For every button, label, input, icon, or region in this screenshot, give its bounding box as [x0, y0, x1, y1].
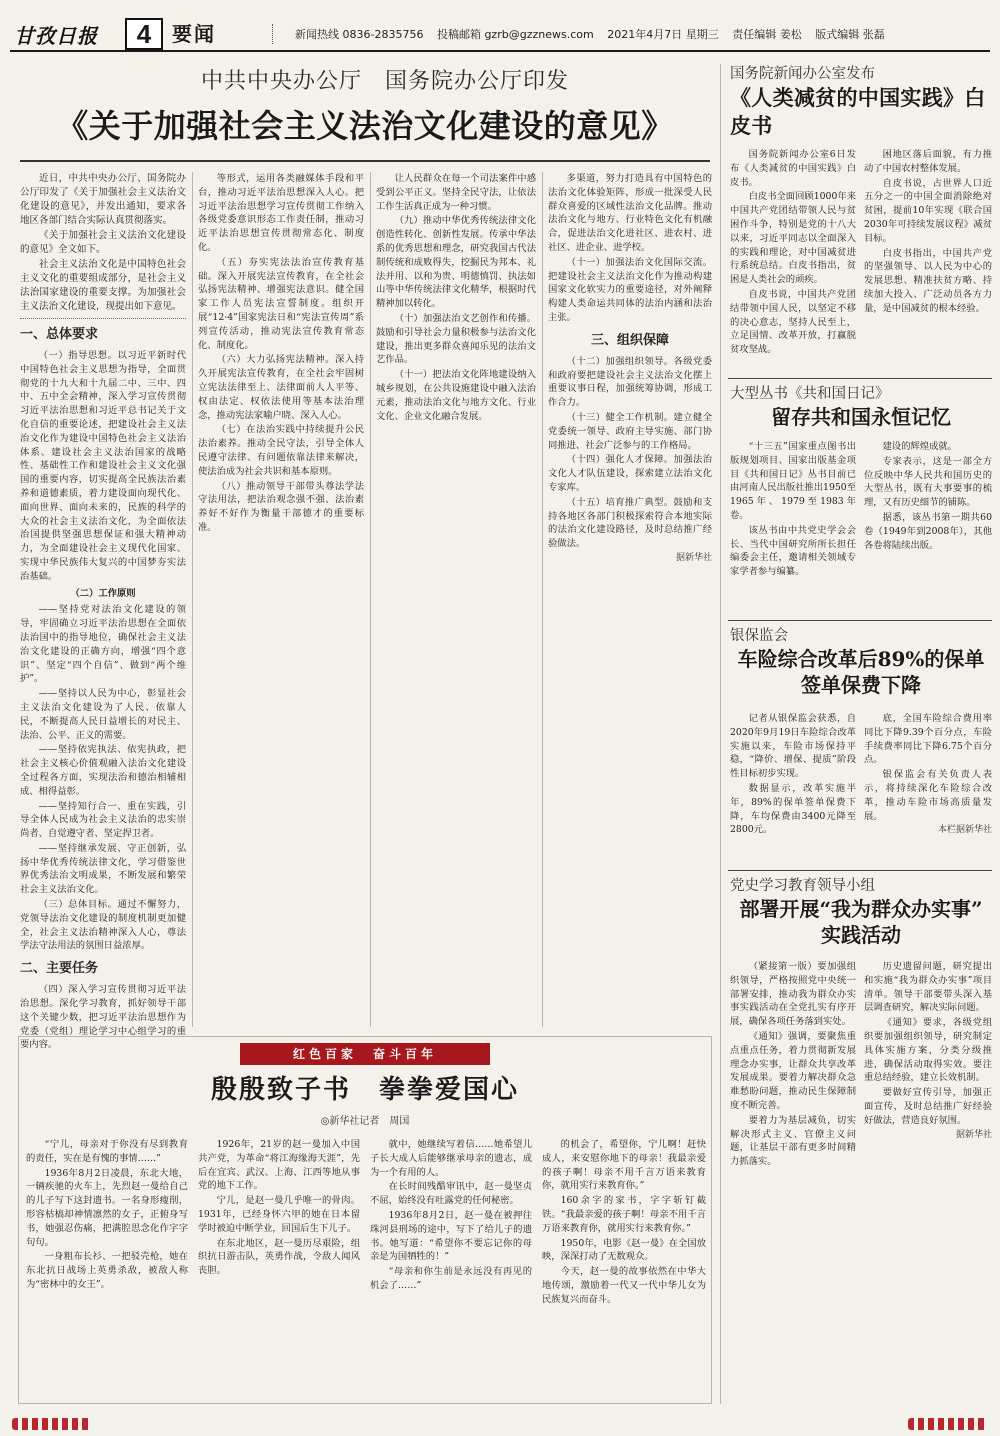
body-paragraph: 白皮书全面回顾1000年来中国共产党团结带领人民与贫困作斗争，特别是党的十八大以来，习近平同志以全面深入的实践和理论，对中国减贫进行系统总结。白皮书指出，贫困是人类社会的顽疾。 [730, 191, 856, 286]
column-divider [370, 172, 371, 1027]
body-paragraph: （三）总体目标。通过不懈努力，党领导法治文化建设的制度机制更加健全，社会主义法治精神深入人心，尊法学法守法用法的氛围日益浓厚。 [20, 899, 186, 952]
page-footer [0, 1412, 1000, 1436]
body-paragraph: “母亲和你生前是永远没有再见的机会了……” [370, 1266, 532, 1291]
responsible-editor: 责任编辑 姜松 [732, 28, 802, 41]
feature-column-3 [370, 1138, 532, 1400]
party-column-a [730, 960, 856, 1404]
body-paragraph: 国务院新闻办公室6日发布《人类减贫的中国实践》白皮书。 [730, 149, 856, 188]
book-column-b [864, 440, 992, 610]
body-paragraph: 1936年8月2日凌晨，东北大地，一辆疾驰的火车上，先烈赵一曼给自己的儿子写下这封遗书。一名身形瘦削，形容枯槁却神情凛然的女子，正俯身写书，她强忍伤痛，把满腔思念化作字字句句。 [26, 1167, 188, 1248]
body-paragraph: （九）推动中华优秀传统法律文化创造性转化、创新性发展。传承中华法系的优秀思想和理念，研究我国古代法制传统和成败得失，挖掘民为邦本、礼法并用、以和为贵、明德慎罚、执法如山等中华传统法律文化精华，根据时代精神加以转化。 [376, 215, 536, 310]
page-number: 4 [125, 18, 163, 50]
footer-ornament-left [12, 1418, 92, 1430]
whitepaper-story [730, 64, 992, 140]
body-paragraph: 一身粗布长衫、一把驳壳枪，她在东北抗日战场上英勇杀敌，被敌人称为“密林中的女王”。 [26, 1251, 188, 1290]
feature-title: 殷殷致子书 拳拳爱国心 [210, 1075, 519, 1105]
story-divider [728, 870, 992, 871]
body-paragraph: 要着力为基层减负，切实解决形式主义、官僚主义问题，让基层干部有更多时间精力抓落实。 [730, 1114, 856, 1168]
body-paragraph: 困地区落后面貌，有力推动了中国农村整体发展。 [864, 149, 992, 174]
masthead [10, 18, 990, 52]
feature-column-4 [542, 1138, 706, 1400]
body-paragraph: 在长时间残酷审讯中，赵一曼坚贞不屈，始终没有吐露党的任何秘密。 [370, 1181, 532, 1207]
intro-paragraph: 社会主义法治文化是中国特色社会主义文化的重要组成部分，是社会主义法治国家建设的重要支撑。为加强社会主义法治文化建设，现提出如下意见。 [20, 259, 186, 312]
whitepaper-column-a [730, 148, 856, 368]
story-headline-line2: 实践活动 [821, 923, 901, 947]
intro-paragraph: 《关于加强社会主义法治文化建设的意见》全文如下。 [20, 230, 186, 255]
body-paragraph: 宁儿，是赵一曼几乎唯一的骨肉。1931年，已经身怀六甲的她在日本留学时被迫中断学业，回国后生下儿子。 [198, 1195, 360, 1234]
body-paragraph: “十三五”国家重点图书出版规划项目、国家出版基金项目《共和国日记》丛书目前已由河南人民出版社推出1950至1965年、1979至1983年卷。 [730, 441, 856, 521]
story-source: 本栏据新华社 [937, 825, 992, 836]
book-column-a [730, 440, 856, 610]
story-kicker: 银保监会 [730, 628, 788, 644]
story-headline: 部署开展“我为群众办实事” [739, 897, 983, 921]
insurance-column-a [730, 712, 856, 862]
body-paragraph: （十三）健全工作机制。建立健全党委统一领导、政府主导实施、部门协同推进、社会广泛参与的工作格局。 [548, 411, 712, 451]
column-divider [192, 172, 193, 1027]
story-headline: 留存共和国永恒记忆 [771, 405, 951, 429]
main-headline: 《关于加强社会主义法治文化建设的意见》 [56, 107, 674, 145]
article-column-2 [198, 172, 364, 1027]
body-paragraph: （十二）加强组织领导。各级党委和政府要把建设社会主义法治文化摆上重要议事日程，加强统筹协调，形成工作合力。 [548, 355, 712, 409]
feature-column-1 [26, 1138, 188, 1400]
body-paragraph: （一）指导思想。以习近平新时代中国特色社会主义思想为指导，全面贯彻党的十九大和十九届二中、三中、四中、五中全会精神，深入学习宣传贯彻习近平法治思想和习近平总书记关于文化自信的重要论述，把建设社会主义法治文化作为建设中国特色社会主义法治体系、建设社会主义法治国家的战略性、基础性工作和建设社会主义文化强国的重要内容，切实提高全民族法治素养和道德素质，着力建设面向现代化、面向世界、面向未来的，民族的科学的大众的社会主义法治文化，为全面依法治国提供坚强思想保证和强大精神动力，为全面建设社会主义现代化国家、实现中华民族伟大复兴的中国梦夯实法治基础。 [20, 350, 186, 582]
body-paragraph: 要做好宣传引导，加强正面宣传，及时总结推广好经验好做法，营造良好氛围。 [864, 1087, 992, 1126]
section-heading: 二、主要任务 [20, 961, 99, 977]
layout-editor: 版式编辑 张磊 [815, 28, 885, 41]
body-paragraph: （七）在法治实践中持续提升公民法治素养。推动全民守法，引导全体人民遵守法律、有问题依靠法律来解决，使法治成为社会共识和基本原则。 [198, 424, 364, 477]
body-paragraph: 记者从银保监会获悉，自2020年9月19日车险综合改革实施以来，车险市场保持平稳，“降价、增保、提质”阶段性目标初步实现。 [730, 713, 856, 780]
body-paragraph: 多渠道，努力打造具有中国特色的法治文化体验矩阵，形成一批深受人民群众喜爱的区域性法治文化品牌。推动法治文化与地方、行业特色文化有机融合，促进法治文化进社区、进农村、进社区、进企业、进学校。 [548, 173, 712, 253]
body-paragraph: 《通知》强调，要聚焦重点重点任务，着力贯彻新发展理念办实事，让群众共享改革发展成果。要着力解决群众急难愁盼问题，推动民生保障制度不断完善。 [730, 1030, 856, 1111]
body-paragraph: 《通知》要求，各级党组织要加强组织领导，研究制定具体实施方案，分类分级推进，确保活动取得实效。要注重总结经验，建立长效机制。 [864, 1017, 992, 1084]
intro-paragraph: 近日，中共中央办公厅、国务院办公厅印发了《关于加强社会主义法治文化建设的意见》，并发出通知，要求各地区各部门结合实际认真贯彻落实。 [20, 173, 186, 226]
body-paragraph: （八）推动领导干部带头尊法学法守法用法，把法治观念强不强、法治素养好不好作为衡量干部德才的重要标准。 [198, 480, 364, 533]
headline-rule [20, 160, 710, 162]
story-headline: 《人类减贫的中国实践》白皮书 [730, 85, 986, 138]
story-divider [728, 620, 992, 621]
body-paragraph: （六）大力弘扬宪法精神。深入持久开展宪法宣传教育，在全社会牢固树立宪法法律至上、法律面前人人平等、权由法定、权依法使用等基本法治理念，推动宪法家喻户晓、深入人心。 [198, 354, 364, 421]
footer-ornament-right [908, 1418, 988, 1430]
body-paragraph: 等形式，运用各类融媒体手段和平台，推动习近平法治思想深入人心。把习近平法治思想学习宣传贯彻工作纳入各级党委意识形态工作责任制，推动习近平法治思想宣传贯彻常态化、制度化。 [198, 173, 364, 253]
body-paragraph: （四）深入学习宣传贯彻习近平法治思想。深化学习教育，抓好领导干部这个关键少数，把习近平法治思想作为党委（党组）理论学习中心组学习的重要内容。 [20, 984, 186, 1051]
body-paragraph: 银保监会有关负责人表示，将持续深化车险综合改革，推动车险市场高质量发展。 [864, 769, 992, 822]
body-paragraph: 专家表示，这是一部全方位反映中华人民共和国历史的大型丛书，既有大事要事的梳理，又有历史细节的铺陈。 [864, 455, 992, 509]
body-paragraph: 就中，她继续写着信……她希望儿子长大成人后能够继承母亲的遗志，成为一个有用的人。 [370, 1139, 532, 1178]
book-series-story [730, 384, 992, 430]
body-paragraph: “宁儿，母亲对于你没有尽到教育的责任，实在是有愧的事情……” [26, 1139, 188, 1164]
section-heading: 三、组织保障 [590, 332, 669, 348]
whitepaper-column-b [864, 148, 992, 368]
body-paragraph: （十一）加强法治文化国际交流。把建设社会主义法治文化作为推动构建国家文化软实力的重要途径，对外阐释构建人类命运共同体的法治内涵和法治主张。 [548, 256, 712, 323]
body-paragraph: 据悉，该丛书第一期共60卷（1949年到2008年），其他各卷将陆续出版。 [864, 511, 992, 551]
sub-heading: （二）工作原则 [70, 587, 136, 599]
body-paragraph: 历史遗留问题，研究提出和实施“我为群众办实事”项目清单。领导干部要带头深入基层调查研究，解决实际问题。 [864, 961, 992, 1014]
insurance-story [730, 626, 992, 698]
body-paragraph: ——坚持继承发展、守正创新，弘扬中华优秀传统法律文化，学习借鉴世界优秀法治文明成果，不断发展和繁荣社会主义法治文化。 [20, 842, 186, 896]
body-paragraph: （紧接第一版）要加强组织领导，严格按照党中央统一部署安排，推动我为群众办实事实践活动在全党扎实有序开展，确保各项任务落到实处。 [730, 961, 856, 1028]
right-rail-divider [720, 64, 721, 1404]
article-source: 据新华社 [675, 552, 712, 563]
body-paragraph: 160余字的家书，字字斩钉截铁。“我最亲爱的孩子啊！母亲不用千言万语来教育你，就用实行来教育你。” [542, 1195, 706, 1234]
insurance-column-b [864, 712, 992, 862]
main-kicker: 中共中央办公厅 国务院办公厅印发 [200, 69, 569, 94]
submission-email: 投稿邮箱 gzrb@gzznews.com [436, 28, 594, 41]
body-paragraph: 1950年，电影《赵一曼》在全国放映，深深打动了无数观众。 [542, 1237, 706, 1263]
article-intro [20, 172, 186, 314]
newspaper-logo: 甘孜日报 [14, 24, 98, 48]
section-heading: 一、总体要求 [20, 327, 99, 342]
article-column-3 [376, 172, 536, 1027]
body-paragraph: 今天，赵一曼的故事依然在中华大地传颂，激励着一代又一代中华儿女为民族复兴而奋斗。 [542, 1266, 706, 1305]
header-info [295, 26, 985, 44]
feature-byline: ◎新华社记者 周国 [320, 1116, 410, 1127]
story-kicker: 国务院新闻办公室发布 [730, 66, 875, 82]
story-kicker: 大型丛书《共和国日记》 [730, 386, 890, 402]
body-paragraph: ——坚持以人民为中心，彰显社会主义法治文化建设为了人民、依靠人民，不断提高人民日益增长的对民主、法治、公平、正义的需要。 [20, 688, 186, 741]
body-paragraph: 白皮书指出，中国共产党的坚强领导、以人民为中心的发展思想、精准扶贫方略、持续加大投入、广泛动员各方力量，是中国减贫的根本经验。 [864, 247, 992, 314]
issue-date: 2021年4月7日 星期三 [607, 28, 719, 41]
body-paragraph: 1936年8月2日，赵一曼在被押往珠河县刑场的途中，写下了给儿子的遗书。她写道：“希望你不要忘记你的母亲是为国牺牲的！” [370, 1209, 532, 1263]
body-paragraph: ——坚持依宪执法、依宪执政，把社会主义核心价值观融入法治文化建设全过程各方面，实现法治和德治相辅相成、相得益彰。 [20, 744, 186, 797]
body-paragraph: 的机会了，希望你，宁儿啊！赶快成人，来安慰你地下的母亲！我最亲爱的孩子啊！母亲不用千言万语来教育你，就用实行来教育你。” [542, 1139, 706, 1192]
body-paragraph: 底，全国车险综合费用率同比下降9.39个百分点，车险手续费率同比下降6.75个百分点。 [864, 713, 992, 766]
body-paragraph: （十）加强法治文艺创作和传播。鼓励和引导社会力量积极参与法治文化建设，推出更多群众喜闻乐见的法治文艺作品。 [376, 312, 536, 366]
body-paragraph: 数据显示，改革实施半年，89%的保单签单保费下降，车均保费由3400元降至2800元。 [730, 782, 856, 836]
body-paragraph: 自皮书说，中国共产党团结带领中国人民，以坚定不移的决心意志，坚持人民至上，立足国情、改革开放，打赢脱贫攻坚战。 [730, 288, 856, 356]
body-paragraph: （五）夯实宪法法治宣传教育基础。深入开展宪法宣传教育，在全社会弘扬宪法精神、增强宪法意识。健全国家工作人员宪法宣誓制度。组织开展“12·4”国家宪法日和“宪法宣传周”系列宣传活动，推动宪法宣传教育常态化、制度化。 [198, 256, 364, 351]
feature-banner: 红色百家 奋斗百年 [240, 1043, 490, 1065]
story-source: 据新华社 [955, 1129, 992, 1140]
body-paragraph: （十一）把法治文化阵地建设纳入城乡规划，在公共设施建设中融入法治元素，推动法治文化与地方文化、行业文化、企业文化融合发展。 [376, 369, 536, 422]
column-divider [542, 172, 543, 1027]
body-paragraph: 让人民群众在每一个司法案件中感受到公平正义。坚持全民守法，让依法工作生活真正成为一种习惯。 [376, 173, 536, 212]
body-paragraph: ——坚持党对法治文化建设的领导，牢固确立习近平法治思想在全面依法治国中的指导地位，确保社会主义法治文化建设的正确方向，增强“四个意识”、坚定“四个自信”、做到“两个维护”。 [20, 604, 186, 685]
section-title: 要闻 [172, 24, 216, 46]
body-paragraph: 该丛书由中共党史学会会长、当代中国研究所所长担任编委会主任，邀请相关领域专家学者参与编纂。 [730, 524, 856, 578]
story-divider [728, 378, 992, 379]
body-paragraph: 1926年，21岁的赵一曼加入中国共产党，为革命“将江海缘海天涯”，先后在宜宾、武汉、上海、江西等地从事党的地下工作。 [198, 1139, 360, 1192]
body-paragraph: 建设的辉煌成就。 [882, 441, 957, 452]
header-divider [272, 24, 286, 44]
feature-column-2 [198, 1138, 360, 1400]
party-column-b [864, 960, 992, 1404]
body-paragraph: 自皮书说，占世界人口近五分之一的中国全面消除绝对贫困，提前10年实现《联合国2030年可持续发展议程》减贫目标。 [864, 177, 992, 244]
article-column-4 [548, 172, 712, 1027]
news-hotline: 新闻热线 0836-2835756 [295, 28, 424, 41]
party-history-story [730, 876, 992, 948]
article-column-1 [20, 172, 186, 1051]
body-paragraph: 在东北地区，赵一曼历尽艰险，组织抗日游击队，英勇作战，令敌人闻风丧胆。 [198, 1237, 360, 1277]
dotted-divider [20, 318, 186, 319]
body-paragraph: （十四）强化人才保障。加强法治文化人才队伍建设，探索建立法治文化专家库。 [548, 454, 712, 493]
body-paragraph: ——坚持知行合一、重在实践，引导全体人民成为社会主义法治的忠实崇尚者、自觉遵守者、坚定捍卫者。 [20, 800, 186, 840]
story-headline: 车险综合改革后89%的保单签单保费下降 [737, 647, 985, 697]
body-paragraph: （十五）培育推广典型。鼓励和支持各地区各部门积极探索符合本地实际的法治文化建设路径，及时总结推广经验做法。 [548, 496, 712, 550]
story-kicker: 党史学习教育领导小组 [730, 878, 875, 894]
